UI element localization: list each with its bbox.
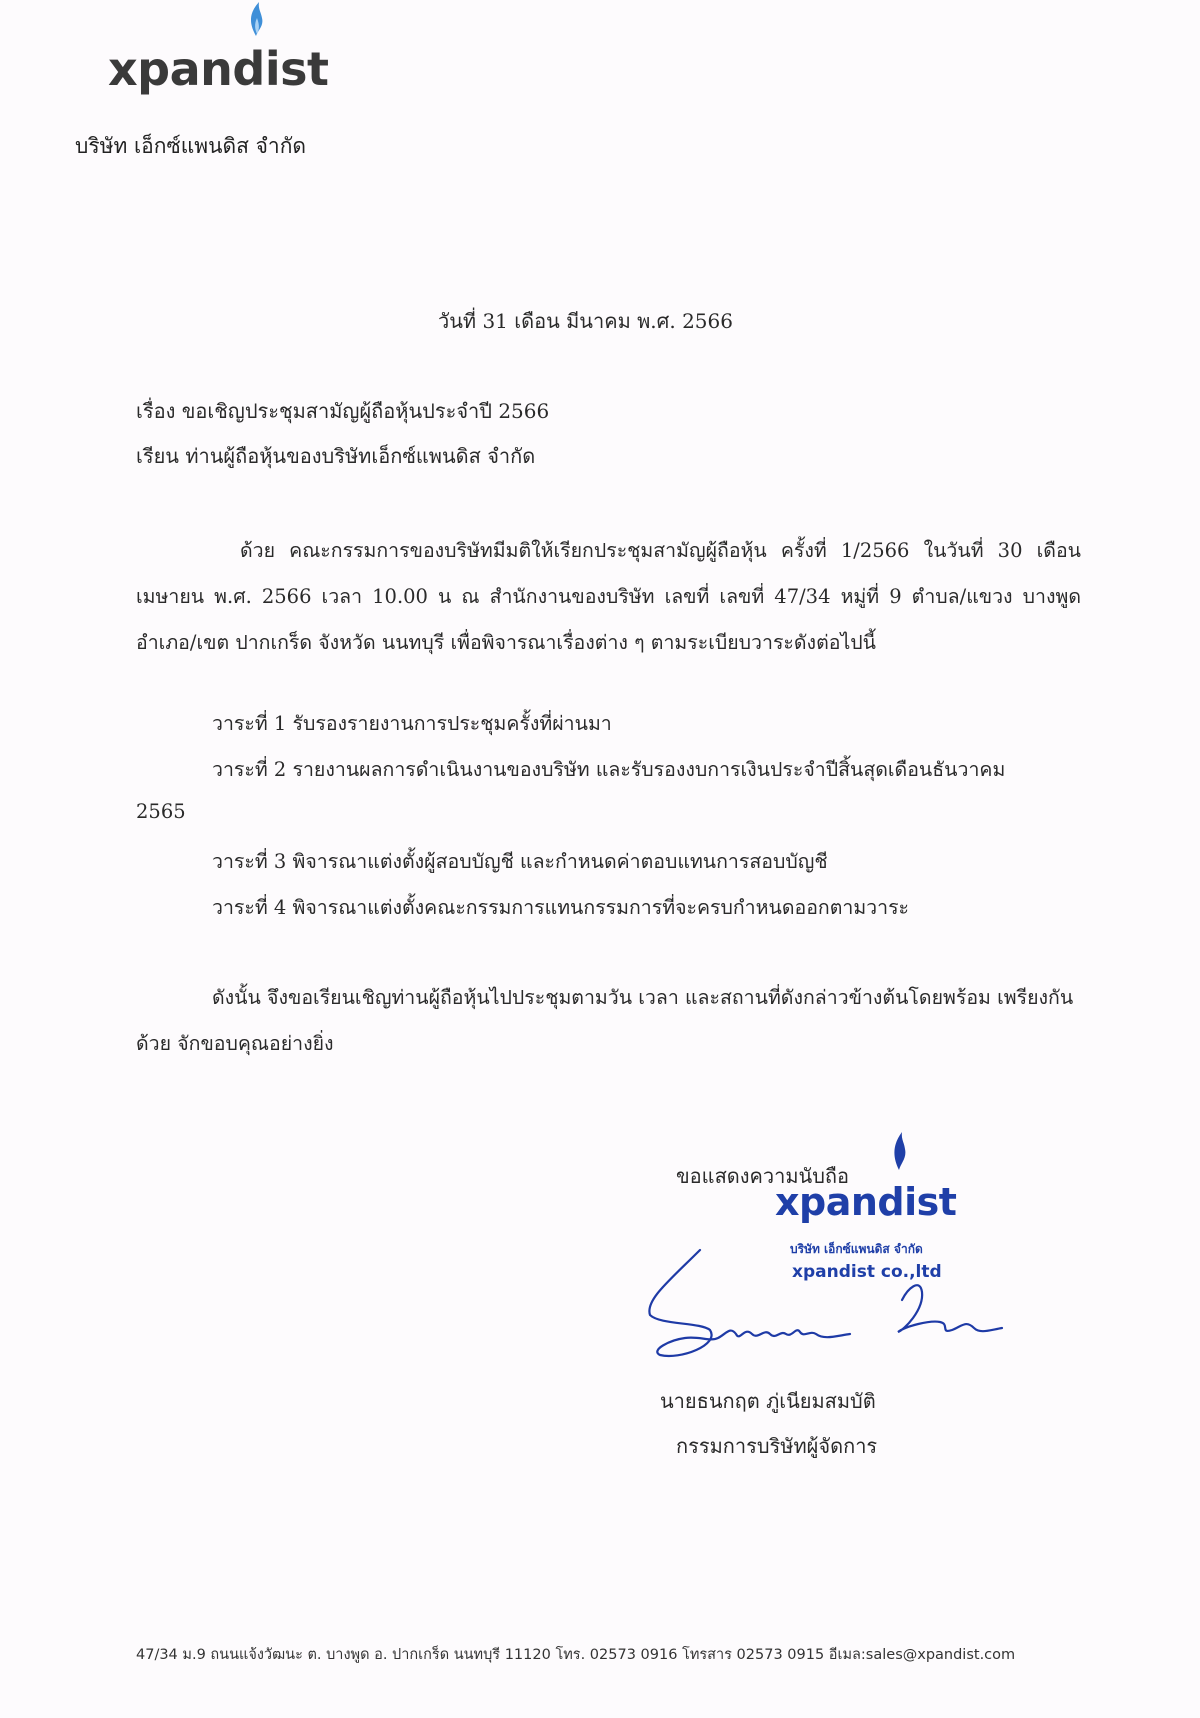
agenda-item-3: วาระที่ 3 พิจารณาแต่งตั้งผู้สอบบัญชี และกำหนดค่าตอบแทนการสอบบัญชี xyxy=(212,850,828,873)
stamp-company-thai: บริษัท เอ็กซ์แพนดิส จำกัด xyxy=(790,1242,923,1256)
company-name: บริษัท เอ็กซ์แพนดิส จำกัด xyxy=(75,134,307,158)
stamp-flame-icon xyxy=(890,1130,910,1174)
stamp-logo-wordmark: xpandist xyxy=(775,1180,957,1224)
agenda-item-1: วาระที่ 1 รับรองรายงานการประชุมครั้งที่ผ่านมา xyxy=(212,712,612,735)
letter-date: วันที่ 31 เดือน มีนาคม พ.ศ. 2566 xyxy=(438,309,733,333)
logo-wordmark: xpandist xyxy=(108,42,329,96)
letter-recipient: เรียน ท่านผู้ถือหุ้นของบริษัทเอ็กซ์แพนดิส จำกัด xyxy=(136,444,536,468)
footer-address: 47/34 ม.9 ถนนแจ้งวัฒนะ ต. บางพูด อ. ปากเกร็ด นนทบุรี 11120 โทร. 02573 0916 โทรสาร 02573 0915 อีเมล:sales@xpandist.com xyxy=(136,1647,1016,1663)
signer-title: กรรมการบริษัทผู้จัดการ xyxy=(676,1434,878,1458)
closing-regards: ขอแสดงความนับถือ xyxy=(676,1164,850,1188)
handwritten-signature xyxy=(640,1230,1080,1380)
signature-block xyxy=(640,1130,1100,1470)
flame-icon xyxy=(246,0,268,40)
letter-body: ด้วย คณะกรรมการของบริษัทมีมติให้เรียกประชุมสามัญผู้ถือหุ้น ครั้งที่ 1/2566 ในวันที่ 30 เดือน เมษายน พ.ศ. 2566 เวลา 10.00 น ณ สำนักงานของบริษัท เลขที่ เลขที่ 47/34 หมู่ที่ 9 ตำบล/แขวง บางพูด อำเภอ/เขต ปากเกร็ด จังหวัด นนทบุรี เพื่อพิจารณาเรื่องต่าง ๆ ตามระเบียบวาระดังต่อไปนี้ xyxy=(136,539,1081,654)
agenda-item-2-continuation: 2565 xyxy=(136,800,186,823)
agenda-item-4: วาระที่ 4 พิจารณาแต่งตั้งคณะกรรมการแทนกรรมการที่จะครบกำหนดออกตามวาระ xyxy=(212,896,910,919)
signer-name: นายธนกฤต ภู่เนียมสมบัติ xyxy=(660,1389,876,1413)
stamp-company-english: xpandist co.,ltd xyxy=(792,1262,942,1282)
agenda-item-2: วาระที่ 2 รายงานผลการดำเนินงานของบริษัท และรับรองงบการเงินประจำปีสิ้นสุดเดือนธันวาคม xyxy=(212,758,1006,781)
letter-closing: ดังนั้น จึงขอเรียนเชิญท่านผู้ถือหุ้นไปประชุมตามวัน เวลา และสถานที่ดังกล่าวข้างต้นโดยพร้อม เพรียงกันด้วย จักขอบคุณอย่างยิ่ง xyxy=(136,986,1074,1055)
letter-subject: เรื่อง ขอเชิญประชุมสามัญผู้ถือหุ้นประจำปี 2566 xyxy=(136,399,550,423)
